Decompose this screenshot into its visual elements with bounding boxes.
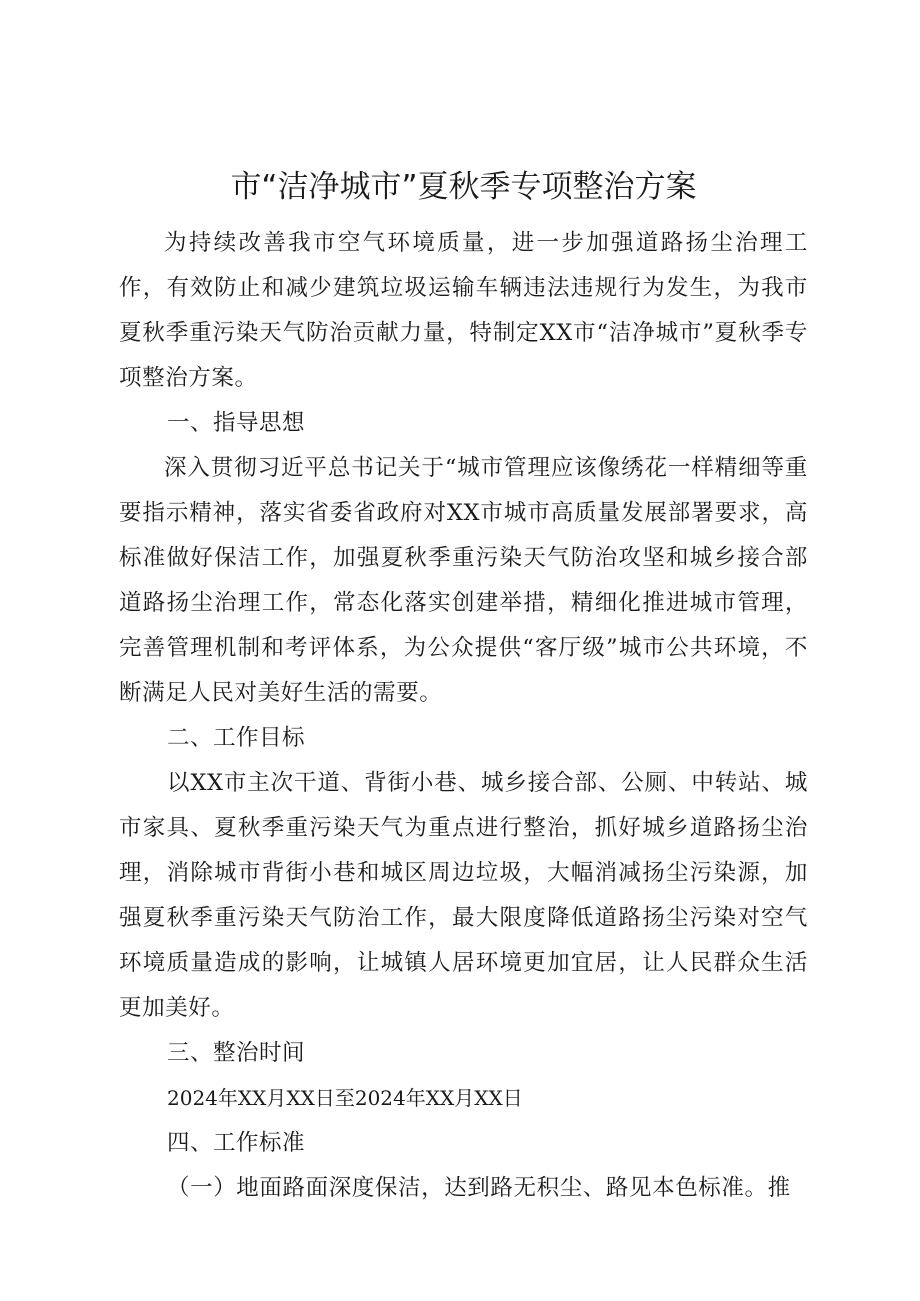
section-body-work-standards: （一）地面路面深度保洁，达到路无积尘、路见本色标准。推 (167, 1175, 791, 1201)
section-body-work-goals: 以XX市主次干道、背街小巷、城乡接合部、公厕、中转站、城市家具、夏秋季重污染天气为重点进行整治，抓好城乡道路扬尘治理，消除城市背街小巷和城区周边垃圾，大幅消减扬尘污染源，加强夏秋季重污染天气防治工作，最大限度降低道路扬尘污染对空气环境质量造成的影响，让城镇人居环境更加宜居，让人民群众生活更加美好。 (119, 770, 808, 1021)
intro-paragraph: 为持续改善我市空气环境质量，进一步加强道路扬尘治理工作，有效防止和减少建筑垃圾运输车辆违法违规行为发生，为我市夏秋季重污染天气防治贡献力量，特制定XX市“洁净城市”夏秋季专项整治方案。 (119, 230, 808, 391)
section-heading-work-standards: 四、工作标准 (167, 1130, 306, 1156)
section-heading-guiding-ideology: 一、指导思想 (167, 410, 306, 436)
section-heading-remediation-period: 三、整治时间 (167, 1040, 306, 1066)
section-body-remediation-period: 2024年XX月XX日至2024年XX月XX日 (167, 1086, 523, 1110)
document-title: 市“洁净城市”夏秋季专项整治方案 (230, 169, 697, 205)
section-heading-work-goals: 二、工作目标 (167, 725, 306, 751)
section-body-guiding-ideology: 深入贯彻习近平总书记关于“城市管理应该像绣花一样精细等重要指示精神，落实省委省政府对XX市城市高质量发展部署要求，高标准做好保洁工作，加强夏秋季重污染天气防治攻坚和城乡接合部道路扬尘治理工作，常态化落实创建举措，精细化推进城市管理，完善管理机制和考评体系，为公众提供“客厅级”城市公共环境，不断满足人民对美好生活的需要。 (119, 455, 808, 706)
